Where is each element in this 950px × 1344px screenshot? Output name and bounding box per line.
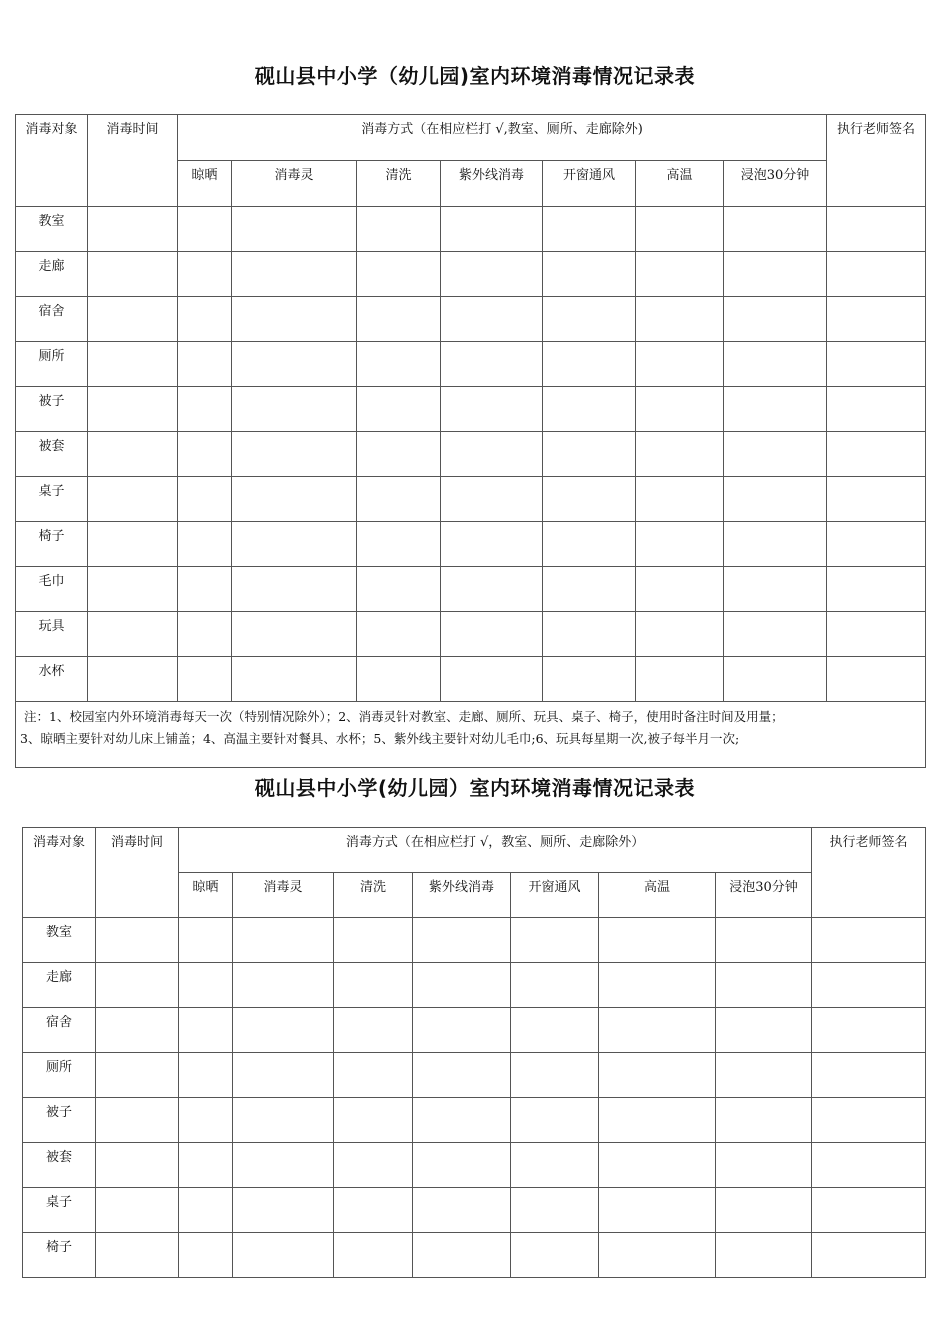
method-check-cell[interactable] [334, 1233, 413, 1278]
method-check-cell[interactable] [599, 1098, 716, 1143]
time-cell[interactable] [96, 963, 179, 1008]
method-check-cell[interactable] [357, 432, 441, 477]
method-check-cell[interactable] [599, 1008, 716, 1053]
signature-cell[interactable] [827, 297, 926, 342]
method-check-cell[interactable] [413, 1053, 511, 1098]
time-cell[interactable] [88, 252, 178, 297]
signature-cell[interactable] [827, 567, 926, 612]
method-check-cell[interactable] [334, 918, 413, 963]
method-check-cell[interactable] [441, 297, 543, 342]
time-cell[interactable] [96, 1143, 179, 1188]
method-check-cell[interactable] [441, 252, 543, 297]
sheet2-title: 砚山县中小学(幼儿园）室内环境消毒情况记录表 [254, 776, 696, 800]
table-row [23, 1188, 926, 1233]
table-row [16, 342, 926, 387]
method-check-cell[interactable] [357, 477, 441, 522]
method-check-cell[interactable] [511, 963, 599, 1008]
method-check-cell[interactable] [511, 1233, 599, 1278]
header-method: 消毒方式（在相应栏打 √，教室、厕所、走廊除外） [179, 828, 812, 873]
time-cell[interactable] [96, 1098, 179, 1143]
method-uv: 紫外线消毒 [413, 873, 511, 918]
method-check-cell[interactable] [599, 1233, 716, 1278]
method-check-cell[interactable] [357, 342, 441, 387]
header-signature: 执行老师签名 [812, 828, 926, 918]
method-check-cell[interactable] [724, 522, 827, 567]
table-row [16, 297, 926, 342]
method-check-cell[interactable] [233, 1188, 334, 1233]
method-check-cell[interactable] [724, 432, 827, 477]
row-object-label: 教室 [16, 207, 88, 252]
method-check-cell[interactable] [636, 567, 724, 612]
method-check-cell[interactable] [179, 1053, 233, 1098]
method-check-cell[interactable] [179, 918, 233, 963]
method-check-cell[interactable] [724, 477, 827, 522]
method-check-cell[interactable] [178, 207, 232, 252]
table-row [16, 252, 926, 297]
method-high-temp: 高温 [636, 161, 724, 207]
method-check-cell[interactable] [716, 918, 812, 963]
row-object-label: 厕所 [16, 342, 88, 387]
signature-cell[interactable] [827, 522, 926, 567]
table-row [16, 522, 926, 567]
method-check-cell[interactable] [232, 387, 357, 432]
row-object-label: 桌子 [23, 1188, 96, 1233]
signature-cell[interactable] [812, 1008, 926, 1053]
method-check-cell[interactable] [441, 207, 543, 252]
table-row [23, 963, 926, 1008]
method-check-cell[interactable] [357, 387, 441, 432]
method-check-cell[interactable] [724, 342, 827, 387]
time-cell[interactable] [88, 432, 178, 477]
method-check-cell[interactable] [511, 1098, 599, 1143]
method-check-cell[interactable] [441, 612, 543, 657]
time-cell[interactable] [88, 477, 178, 522]
method-check-cell[interactable] [543, 252, 636, 297]
method-check-cell[interactable] [441, 657, 543, 702]
method-check-cell[interactable] [716, 1008, 812, 1053]
method-check-cell[interactable] [543, 522, 636, 567]
method-check-cell[interactable] [636, 432, 724, 477]
method-check-cell[interactable] [599, 918, 716, 963]
row-object-label: 桌子 [16, 477, 88, 522]
notes [16, 702, 926, 768]
method-check-cell[interactable] [716, 963, 812, 1008]
table-row [23, 1098, 926, 1143]
method-check-cell[interactable] [413, 1188, 511, 1233]
method-check-cell[interactable] [357, 297, 441, 342]
row-object-label: 被套 [23, 1143, 96, 1188]
note-line-2: 3、晾晒主要针对幼儿床上铺盖；4、高温主要针对餐具、水杯；5、紫外线主要针对幼儿毛巾;6、玩具每星期一次,被子每半月一次; [20, 731, 740, 746]
method-check-cell[interactable] [543, 342, 636, 387]
method-disinfectant: 消毒灵 [233, 873, 334, 918]
method-check-cell[interactable] [599, 1143, 716, 1188]
method-check-cell[interactable] [232, 477, 357, 522]
time-cell[interactable] [96, 1008, 179, 1053]
table-row [23, 1053, 926, 1098]
method-check-cell[interactable] [716, 1233, 812, 1278]
method-check-cell[interactable] [511, 1143, 599, 1188]
method-check-cell[interactable] [599, 963, 716, 1008]
method-check-cell[interactable] [178, 567, 232, 612]
method-check-cell[interactable] [178, 477, 232, 522]
method-soak: 浸泡30分钟 [716, 873, 812, 918]
table-row [16, 207, 926, 252]
method-check-cell[interactable] [441, 387, 543, 432]
note-line-1: 注：1、校园室内外环境消毒每天一次（特别情况除外）；2、消毒灵针对教室、走廊、厕所、玩具、桌子、椅子，使用时备注时间及用量； [24, 709, 784, 724]
sheet2-table [22, 827, 926, 1278]
time-cell[interactable] [88, 342, 178, 387]
row-object-label: 厕所 [23, 1053, 96, 1098]
time-cell[interactable] [88, 612, 178, 657]
method-check-cell[interactable] [357, 567, 441, 612]
header-object: 消毒对象 [16, 115, 88, 207]
method-check-cell[interactable] [724, 297, 827, 342]
method-check-cell[interactable] [233, 918, 334, 963]
row-object-label: 水杯 [16, 657, 88, 702]
method-check-cell[interactable] [179, 963, 233, 1008]
method-ventilation: 开窗通风 [543, 161, 636, 207]
method-ventilation: 开窗通风 [511, 873, 599, 918]
method-check-cell[interactable] [178, 522, 232, 567]
method-check-cell[interactable] [543, 657, 636, 702]
method-check-cell[interactable] [716, 1143, 812, 1188]
method-check-cell[interactable] [334, 1098, 413, 1143]
signature-cell[interactable] [812, 1143, 926, 1188]
method-check-cell[interactable] [413, 1098, 511, 1143]
method-check-cell[interactable] [413, 963, 511, 1008]
method-check-cell[interactable] [357, 612, 441, 657]
method-check-cell[interactable] [441, 522, 543, 567]
time-cell[interactable] [96, 1188, 179, 1233]
signature-cell[interactable] [827, 657, 926, 702]
method-washing: 清洗 [357, 161, 441, 207]
method-check-cell[interactable] [179, 1143, 233, 1188]
method-check-cell[interactable] [543, 612, 636, 657]
method-check-cell[interactable] [441, 567, 543, 612]
row-object-label: 被套 [16, 432, 88, 477]
method-check-cell[interactable] [413, 918, 511, 963]
method-check-cell[interactable] [357, 252, 441, 297]
method-check-cell[interactable] [543, 297, 636, 342]
method-check-cell[interactable] [178, 387, 232, 432]
method-check-cell[interactable] [636, 477, 724, 522]
header-signature: 执行老师签名 [827, 115, 926, 207]
method-check-cell[interactable] [636, 342, 724, 387]
method-check-cell[interactable] [357, 207, 441, 252]
method-check-cell[interactable] [232, 342, 357, 387]
method-check-cell[interactable] [724, 387, 827, 432]
method-check-cell[interactable] [636, 522, 724, 567]
header-method: 消毒方式（在相应栏打 √,教室、厕所、走廊除外) [178, 115, 827, 161]
method-check-cell[interactable] [636, 207, 724, 252]
method-uv: 紫外线消毒 [441, 161, 543, 207]
signature-cell[interactable] [827, 252, 926, 297]
header-object: 消毒对象 [23, 828, 96, 918]
row-object-label: 椅子 [16, 522, 88, 567]
method-check-cell[interactable] [232, 207, 357, 252]
method-sun-drying: 晾晒 [179, 873, 233, 918]
method-check-cell[interactable] [179, 1188, 233, 1233]
method-check-cell[interactable] [413, 1233, 511, 1278]
method-check-cell[interactable] [716, 1053, 812, 1098]
time-cell[interactable] [88, 297, 178, 342]
method-check-cell[interactable] [636, 612, 724, 657]
method-check-cell[interactable] [178, 342, 232, 387]
row-object-label: 宿舍 [16, 297, 88, 342]
table-row [16, 477, 926, 522]
signature-cell[interactable] [812, 1098, 926, 1143]
signature-cell[interactable] [827, 612, 926, 657]
time-cell[interactable] [88, 522, 178, 567]
method-check-cell[interactable] [179, 1233, 233, 1278]
method-soak: 浸泡30分钟 [724, 161, 827, 207]
table-row [16, 432, 926, 477]
signature-cell[interactable] [827, 207, 926, 252]
sheet1-table [15, 114, 926, 768]
signature-cell[interactable] [827, 342, 926, 387]
signature-cell[interactable] [812, 918, 926, 963]
row-object-label: 教室 [23, 918, 96, 963]
method-check-cell[interactable] [178, 297, 232, 342]
method-check-cell[interactable] [178, 612, 232, 657]
method-check-cell[interactable] [334, 963, 413, 1008]
signature-cell[interactable] [812, 1053, 926, 1098]
row-object-label: 椅子 [23, 1233, 96, 1278]
method-check-cell[interactable] [716, 1098, 812, 1143]
method-check-cell[interactable] [232, 567, 357, 612]
header-time: 消毒时间 [96, 828, 179, 918]
method-check-cell[interactable] [413, 1008, 511, 1053]
method-washing: 清洗 [334, 873, 413, 918]
method-check-cell[interactable] [179, 1098, 233, 1143]
signature-cell[interactable] [812, 1233, 926, 1278]
row-object-label: 走廊 [16, 252, 88, 297]
method-check-cell[interactable] [233, 1008, 334, 1053]
method-check-cell[interactable] [178, 657, 232, 702]
row-object-label: 被子 [23, 1098, 96, 1143]
method-high-temp: 高温 [599, 873, 716, 918]
time-cell[interactable] [96, 918, 179, 963]
method-check-cell[interactable] [233, 1098, 334, 1143]
method-check-cell[interactable] [233, 1143, 334, 1188]
sheet1-title: 砚山县中小学（幼儿园)室内环境消毒情况记录表 [254, 64, 696, 88]
time-cell[interactable] [88, 207, 178, 252]
method-check-cell[interactable] [599, 1053, 716, 1098]
method-check-cell[interactable] [724, 252, 827, 297]
signature-cell[interactable] [812, 1188, 926, 1233]
table-row [16, 387, 926, 432]
time-cell[interactable] [88, 567, 178, 612]
method-check-cell[interactable] [232, 522, 357, 567]
method-check-cell[interactable] [511, 1188, 599, 1233]
method-check-cell[interactable] [334, 1053, 413, 1098]
method-check-cell[interactable] [334, 1143, 413, 1188]
table-row [16, 657, 926, 702]
method-check-cell[interactable] [357, 522, 441, 567]
method-check-cell[interactable] [543, 477, 636, 522]
method-check-cell[interactable] [232, 657, 357, 702]
method-check-cell[interactable] [636, 252, 724, 297]
signature-cell[interactable] [827, 387, 926, 432]
method-check-cell[interactable] [636, 387, 724, 432]
row-object-label: 毛巾 [16, 567, 88, 612]
method-check-cell[interactable] [233, 1233, 334, 1278]
method-check-cell[interactable] [232, 612, 357, 657]
signature-cell[interactable] [827, 432, 926, 477]
method-check-cell[interactable] [511, 918, 599, 963]
row-object-label: 走廊 [23, 963, 96, 1008]
method-check-cell[interactable] [636, 297, 724, 342]
method-check-cell[interactable] [178, 432, 232, 477]
signature-cell[interactable] [812, 963, 926, 1008]
method-check-cell[interactable] [232, 432, 357, 477]
method-check-cell[interactable] [636, 657, 724, 702]
method-check-cell[interactable] [724, 612, 827, 657]
signature-cell[interactable] [827, 477, 926, 522]
method-check-cell[interactable] [178, 252, 232, 297]
time-cell[interactable] [96, 1233, 179, 1278]
method-check-cell[interactable] [232, 297, 357, 342]
method-check-cell[interactable] [543, 567, 636, 612]
time-cell[interactable] [88, 387, 178, 432]
table-row [16, 612, 926, 657]
method-check-cell[interactable] [441, 342, 543, 387]
method-check-cell[interactable] [543, 432, 636, 477]
table-row [23, 918, 926, 963]
method-check-cell[interactable] [511, 1053, 599, 1098]
method-check-cell[interactable] [179, 1008, 233, 1053]
table-row [16, 567, 926, 612]
method-check-cell[interactable] [441, 432, 543, 477]
method-check-cell[interactable] [716, 1188, 812, 1233]
method-check-cell[interactable] [543, 387, 636, 432]
method-check-cell[interactable] [724, 207, 827, 252]
row-object-label: 宿舍 [23, 1008, 96, 1053]
method-check-cell[interactable] [334, 1188, 413, 1233]
table-row [23, 1143, 926, 1188]
method-check-cell[interactable] [232, 252, 357, 297]
row-object-label: 被子 [16, 387, 88, 432]
method-check-cell[interactable] [233, 963, 334, 1008]
time-cell[interactable] [96, 1053, 179, 1098]
method-check-cell[interactable] [543, 207, 636, 252]
method-check-cell[interactable] [441, 477, 543, 522]
method-check-cell[interactable] [724, 657, 827, 702]
time-cell[interactable] [88, 657, 178, 702]
method-sun-drying: 晾晒 [178, 161, 232, 207]
method-check-cell[interactable] [599, 1188, 716, 1233]
method-check-cell[interactable] [357, 657, 441, 702]
method-check-cell[interactable] [724, 567, 827, 612]
header-time: 消毒时间 [88, 115, 178, 207]
method-check-cell[interactable] [413, 1143, 511, 1188]
table-row [23, 1233, 926, 1278]
method-disinfectant: 消毒灵 [232, 161, 357, 207]
method-check-cell[interactable] [334, 1008, 413, 1053]
table-row [23, 1008, 926, 1053]
method-check-cell[interactable] [511, 1008, 599, 1053]
method-check-cell[interactable] [233, 1053, 334, 1098]
row-object-label: 玩具 [16, 612, 88, 657]
